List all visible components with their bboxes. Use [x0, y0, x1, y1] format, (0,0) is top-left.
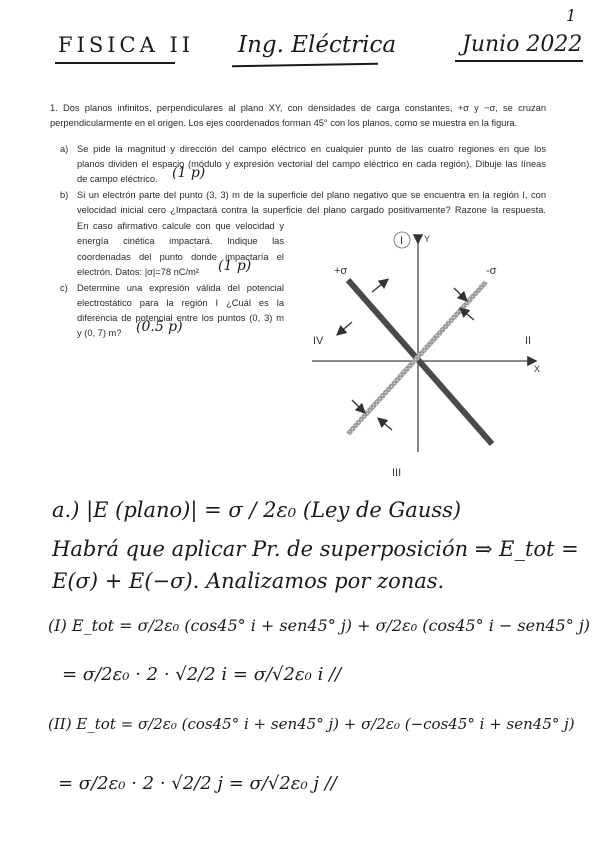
part-b-points: (1 p) [218, 258, 252, 274]
region-1-label: I [400, 235, 404, 247]
positive-plane [348, 280, 492, 444]
region-3-label: III [392, 467, 402, 479]
x-axis-label: X [534, 364, 541, 374]
subject-underline [55, 62, 175, 64]
date: Junio 2022 [462, 32, 583, 57]
part-c-line-3: diferencia de potencial entre los puntos (0, 3) m [77, 313, 284, 323]
part-a-points: (1 p) [172, 165, 206, 181]
solution-line-7: = σ/2ε₀ · 2 · √2/2 j = σ/√2ε₀ j // [58, 773, 337, 794]
field-arrow-icon [372, 280, 387, 292]
degree-underline [232, 63, 378, 67]
minus-sigma-label: -σ [486, 265, 497, 277]
field-arrow-icon [352, 400, 364, 412]
planes-figure [300, 220, 560, 482]
part-b-line-3: En caso afirmativo calcule con que velocidad y [77, 221, 284, 231]
field-arrow-icon [461, 309, 474, 320]
solution-line-5: = σ/2ε₀ · 2 · √2/2 i = σ/√2ε₀ i // [62, 664, 342, 685]
part-c-label: c) [60, 283, 68, 293]
degree-title: Ing. Eléctrica [238, 32, 397, 58]
part-c-line-1: Determine una expresión válida del potencial [77, 283, 284, 293]
field-arrow-icon [338, 322, 352, 334]
subject-title: FISICA II [58, 33, 195, 57]
date-underline [455, 60, 583, 62]
y-axis-label: Y [424, 234, 431, 244]
part-c-points: (0.5 p) [136, 319, 183, 335]
part-b-line-6: electrón. Datos: |σ|=78 nC/m² [77, 267, 199, 277]
part-a-line-3: de campo eléctrico. [77, 174, 158, 184]
part-a-label: a) [60, 144, 69, 154]
solution-line-3: E(σ) + E(−σ). Analizamos por zonas. [52, 569, 445, 593]
part-a-line-2: planos dividen el espacio (módulo y expresión vectorial del campo eléctrico en cada región). Dibuje las líneas [77, 159, 546, 169]
part-b-label: b) [60, 190, 69, 200]
solution-line-2: Habrá que aplicar Pr. de superposición ⇒ E_tot = [52, 537, 579, 561]
solution-line-1: a.) |E (plano)| = σ / 2ε₀ (Ley de Gauss) [52, 498, 462, 522]
part-c-line-2: electrostático para la región I ¿Cuál es la [77, 298, 284, 308]
field-arrow-icon [454, 288, 466, 300]
part-a-line-1: Se pide la magnitud y dirección del campo eléctrico en cualquier punto de las cuatro regiones en que los [77, 144, 546, 154]
part-b-line-1: Si un electrón parte del punto (3, 3) m de la superficie del plano negativo que se encuentra en la región I, con [77, 190, 546, 200]
part-b-line-4: energía cinética impactará. Indique las [77, 236, 284, 246]
part-c-line-4: y (0, 7) m? [77, 328, 122, 338]
solution-line-6: (II) E_tot = σ/2ε₀ (cos45° i + sen45° j) + σ/2ε₀ (−cos45° i + sen45° j) [48, 715, 575, 733]
part-b-line-2: velocidad inicial cero ¿Impactará contra la superficie del plano cargado positivamente? Razone la respuesta. [77, 205, 546, 215]
part-b-line-5: coordenadas del punto donde impactaría el [77, 252, 284, 262]
solution-line-4: (I) E_tot = σ/2ε₀ (cos45° i + sen45° j) + σ/2ε₀ (cos45° i − sen45° j) [48, 616, 591, 635]
intro-line-1: 1. Dos planos infinitos, perpendiculares al plano XY, con densidades de carga constantes, +σ y −σ, se cruzan [50, 103, 546, 113]
region-2-label: II [525, 335, 532, 347]
field-arrow-icon [379, 419, 392, 430]
plus-sigma-label: +σ [334, 265, 348, 277]
region-4-label: IV [313, 335, 324, 347]
intro-line-2: perpendicularmente en el origen. Los ejes coordenados forman 45° con los planos, como se muestra en la figura. [50, 118, 518, 128]
page-number: 1 [566, 6, 577, 25]
